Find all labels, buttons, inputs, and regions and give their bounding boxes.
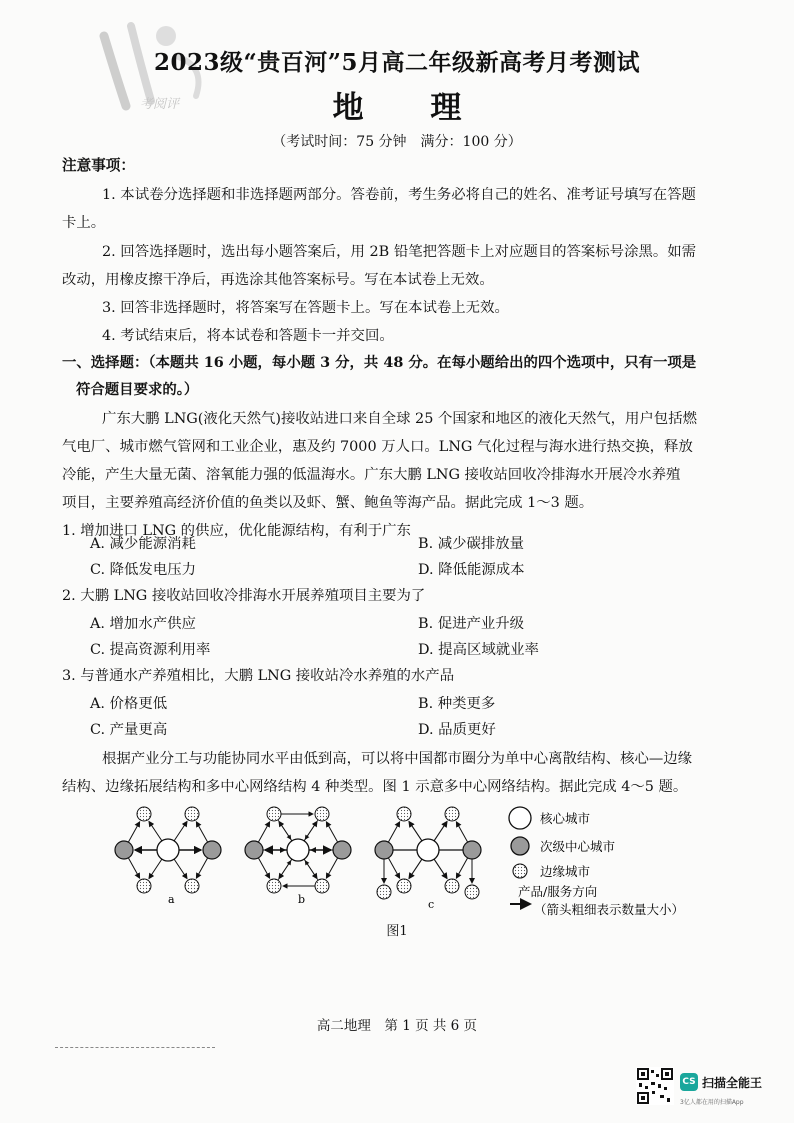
secondary-city (375, 841, 393, 859)
passage-line: 气电厂、城市燃气管网和工业企业，惠及约 7000 万人口。LNG 气化过程与海水进行热交换，释放 (62, 439, 693, 455)
edge-city (315, 879, 329, 893)
section-heading: 一、选择题：（本题共 16 小题，每小题 3 分，共 48 分。在每小题给出的四个选项中，只有一项是 (62, 354, 697, 371)
question-stem: 1. 增加进口 LNG 的供应，优化能源结构，有利于广东 (62, 523, 411, 539)
edge-city (397, 879, 411, 893)
legend-edge-symbol (513, 864, 527, 878)
subject-title: 地 理 (332, 90, 490, 126)
panel-label-b: b (298, 893, 306, 906)
flow-arrow (305, 820, 318, 839)
notice-item: 1. 本试卷分选择题和非选择题两部分。答卷前，考生务必将自己的姓名、准考证号填写在答题 (102, 187, 696, 203)
panel-label-c: c (428, 898, 435, 911)
edge-city (315, 807, 329, 821)
notice-heading: 注意事项： (62, 157, 135, 174)
flow-arrow (174, 859, 187, 878)
flow-arrow (278, 861, 291, 880)
edge-city (267, 807, 281, 821)
notice-item: 卡上。 (62, 215, 106, 231)
secondary-city (203, 841, 221, 859)
option-d: D. 降低能源成本 (418, 562, 525, 578)
flow-arrow (456, 822, 467, 842)
flow-arrow (409, 859, 422, 878)
passage-line: 广东大鹏 LNG(液化天然气)接收站进口来自全球 25 个国家和地区的液化天然气，用户包括燃 (102, 411, 697, 427)
flow-arrow (196, 822, 207, 842)
edge-city (267, 879, 281, 893)
panel-label-a: a (168, 893, 175, 906)
flow-arrow (128, 822, 139, 842)
scanner-badge: CS (680, 1073, 698, 1091)
figure-caption: 图1 (386, 924, 408, 939)
legend-core-symbol (509, 807, 531, 829)
figure-legend (509, 807, 684, 917)
passage-line: 项目，主要养殖高经济价值的鱼类以及虾、蟹、鲍鱼等海产品。据此完成 1～3 题。 (62, 495, 594, 511)
option-b: B. 减少碳排放量 (418, 536, 525, 552)
option-b: B. 种类更多 (418, 696, 496, 712)
exam-title: 2023级“贵百河”5月高二年级新高考月考测试 (154, 49, 640, 76)
legend-edge: 边缘城市 (540, 864, 591, 879)
exam-info: （考试时间：75 分钟 满分：100 分） (272, 134, 522, 150)
core-city (287, 839, 309, 861)
legend-flow: 产品/服务方向 (518, 884, 598, 899)
flow-arrow (258, 858, 269, 878)
core-city (157, 839, 179, 861)
flow-arrow (128, 858, 139, 878)
edge-city (377, 885, 391, 899)
legend-core: 核心城市 (540, 811, 591, 826)
qr-code (636, 1067, 674, 1105)
question-stem: 3. 与普通水产养殖相比，大鹏 LNG 接收站冷水养殖的水产品 (62, 668, 455, 684)
option-c: C. 降低发电压力 (90, 562, 196, 578)
edge-city (445, 807, 459, 821)
scanner-name: 扫描全能王 (702, 1076, 763, 1090)
passage-line: 冷能，产生大量无菌、溶氧能力强的低温海水。广东大鹏 LNG 接收站回收冷排海水开展冷水养殖 (62, 467, 681, 483)
option-a: A. 减少能源消耗 (90, 536, 196, 552)
flow-arrow (174, 821, 187, 840)
option-c: C. 产量更高 (90, 722, 168, 738)
page-footer: 高二地理 第 1 页 共 6 页 (316, 1018, 478, 1034)
passage-line: 根据产业分工与功能协同水平由低到高，可以将中国都市圈分为单中心离散结构、核心—边缘 (102, 751, 693, 767)
flow-arrow (305, 861, 318, 880)
flow-arrow (149, 821, 162, 840)
edge-city (397, 807, 411, 821)
edge-city (185, 807, 199, 821)
option-d: D. 提高区域就业率 (418, 642, 539, 658)
core-city (417, 839, 439, 861)
flow-arrow (149, 859, 162, 878)
option-a: A. 价格更低 (90, 696, 168, 712)
option-b: B. 促进产业升级 (418, 616, 525, 632)
option-a: A. 增加水产供应 (90, 616, 196, 632)
legend-secondary: 次级中心城市 (540, 839, 616, 854)
edge-city (185, 879, 199, 893)
flow-arrow (326, 858, 337, 878)
panel-labels (168, 893, 434, 911)
edge-city (445, 879, 459, 893)
flow-arrow (196, 858, 207, 878)
logo-text: 考阅评 (140, 97, 180, 112)
flow-arrow (434, 821, 447, 840)
flow-arrow (258, 822, 269, 842)
flow-arrow (409, 821, 422, 840)
edge-city (137, 879, 151, 893)
flow-arrow (326, 822, 337, 842)
question-stem: 2. 大鹏 LNG 接收站回收冷排海水开展养殖项目主要为了 (62, 588, 426, 604)
scanner-tagline: 3亿人都在用的扫描App (680, 1099, 744, 1106)
notice-item: 4. 考试结束后，将本试卷和答题卡一并交回。 (102, 328, 394, 344)
edge-city (137, 807, 151, 821)
passage-line: 结构、边缘拓展结构和多中心网络结构 4 种类型。图 1 示意多中心网络结构。据此完成 4～5 题。 (62, 779, 688, 795)
secondary-city (115, 841, 133, 859)
flow-arrow (456, 858, 467, 878)
section-heading-cont: 符合题目要求的。） (76, 381, 199, 398)
edge-city (465, 885, 479, 899)
option-d: D. 品质更好 (418, 722, 496, 738)
notice-item: 改动，用橡皮擦干净后，再选涂其他答案标号。写在本试卷上无效。 (62, 272, 494, 288)
flow-arrow (388, 858, 399, 878)
notice-item: 3. 回答非选择题时，将答案写在答题卡上。写在本试卷上无效。 (102, 300, 509, 316)
bottom-rule (55, 1047, 215, 1048)
secondary-city (245, 841, 263, 859)
flow-arrow (388, 822, 399, 842)
flow-arrow (278, 820, 291, 839)
flow-arrow (434, 859, 447, 878)
notice-item: 2. 回答选择题时，选出每小题答案后，用 2B 铅笔把答题卡上对应题目的答案标号涂黑。如需 (102, 244, 697, 260)
legend-secondary-symbol (511, 837, 529, 855)
secondary-city (463, 841, 481, 859)
legend-flow-note: （箭头粗细表示数量大小） (534, 902, 685, 917)
secondary-city (333, 841, 351, 859)
option-c: C. 提高资源利用率 (90, 642, 211, 658)
